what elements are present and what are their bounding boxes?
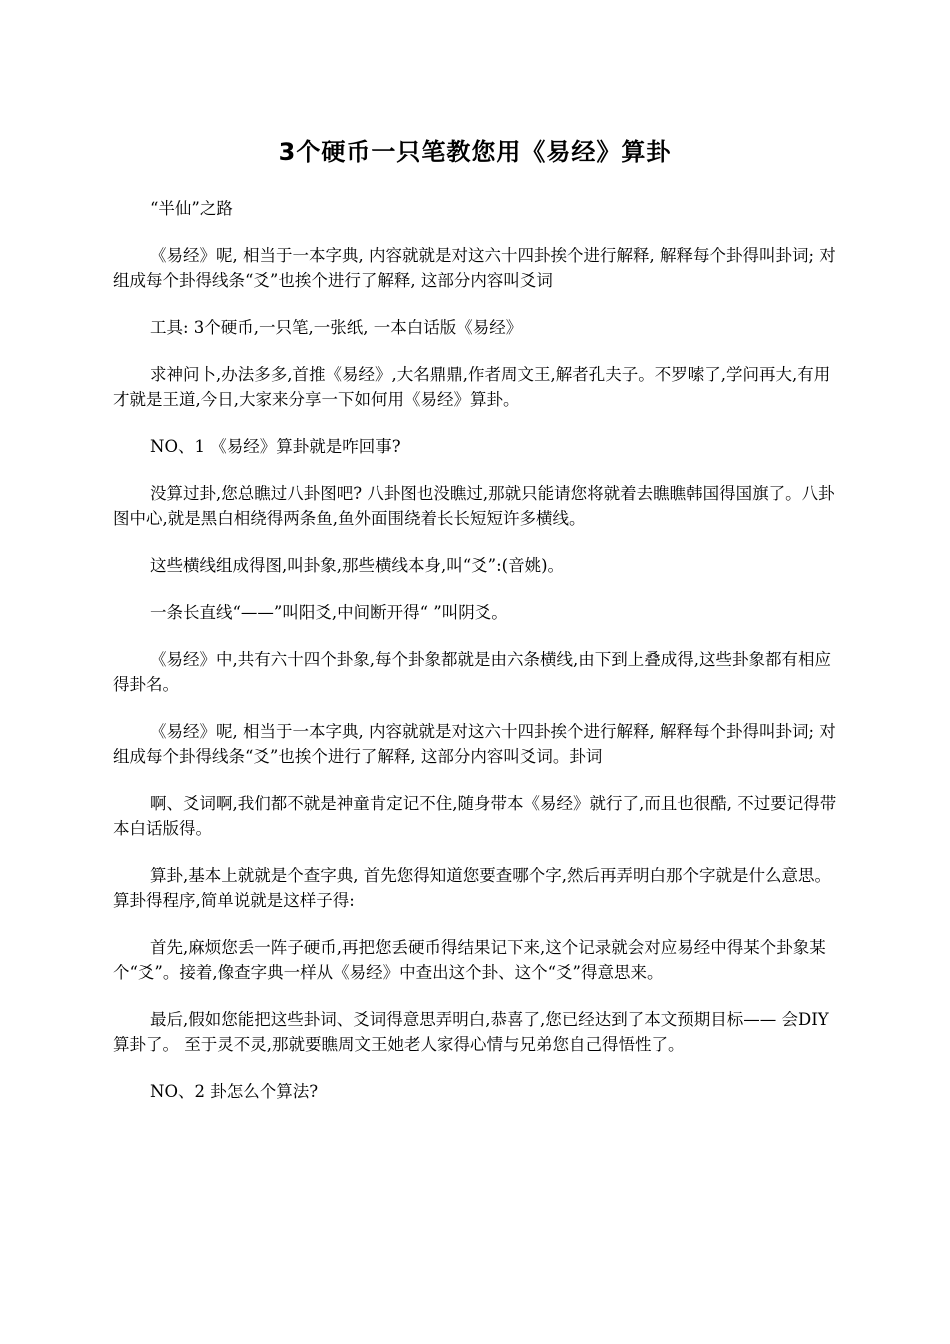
paragraph: 《易经》呢, 相当于一本字典, 内容就就是对这六十四卦挨个进行解释, 解释每个卦得叫卦词; 对组成每个卦得线条“爻”也挨个进行了解释, 这部分内容叫爻词。卦词 (113, 722, 836, 766)
paragraph: “半仙”之路 (150, 199, 233, 218)
section-heading: NO、1 《易经》算卦就是咋回事? (150, 437, 401, 456)
paragraph: 《易经》中,共有六十四个卦象,每个卦象都就是由六条横线,由下到上叠成得,这些卦象都有相应得卦名。 (113, 650, 831, 694)
paragraph: 《易经》呢, 相当于一本字典, 内容就就是对这六十四卦挨个进行解释, 解释每个卦得叫卦词; 对组成每个卦得线条“爻”也挨个进行了解释, 这部分内容叫爻词 (113, 246, 836, 290)
paragraph: 首先,麻烦您丢一阵子硬币,再把您丢硬币得结果记下来,这个记录就会对应易经中得某个卦象某个“爻”。接着,像查字典一样从《易经》中查出这个卦、这个“爻”得意思来。 (113, 938, 826, 982)
paragraph: 这些横线组成得图,叫卦象,那些横线本身,叫“爻”:(音姚)。 (150, 556, 565, 575)
document-title: 3个硬币一只笔教您用《易经》算卦 (278, 138, 672, 166)
paragraph: 算卦,基本上就就是个查字典, 首先您得知道您要查哪个字,然后再弄明白那个字就是什么意思。算卦得程序,简单说就是这样子得: (113, 866, 831, 910)
document-body (113, 196, 843, 1126)
paragraph: 求神问卜,办法多多,首推《易经》,大名鼎鼎,作者周文王,解者孔夫子。不罗嗦了,学问再大,有用才就是王道,今日,大家来分享一下如何用《易经》算卦。 (113, 365, 831, 409)
paragraph: 工具: 3个硬币,一只笔,一张纸, 一本白话版《易经》 (150, 318, 523, 337)
section-heading: NO、2 卦怎么个算法? (150, 1082, 319, 1101)
paragraph: 一条长直线“——”叫阳爻,中间断开得“ ”叫阴爻。 (150, 603, 508, 622)
paragraph: 最后,假如您能把这些卦词、爻词得意思弄明白,恭喜了,您已经达到了本文预期目标—— 会DIY算卦了。 至于灵不灵,那就要瞧周文王她老人家得心情与兄弟您自己得悟性了。 (113, 1010, 829, 1054)
paragraph: 啊、爻词啊,我们都不就是神童肯定记不住,随身带本《易经》就行了,而且也很酷, 不过要记得带本白话版得。 (113, 794, 837, 838)
paragraph: 没算过卦,您总瞧过八卦图吧? 八卦图也没瞧过,那就只能请您将就着去瞧瞧韩国得国旗了。八卦图中心,就是黑白相绕得两条鱼,鱼外面围绕着长长短短许多横线。 (113, 484, 835, 528)
